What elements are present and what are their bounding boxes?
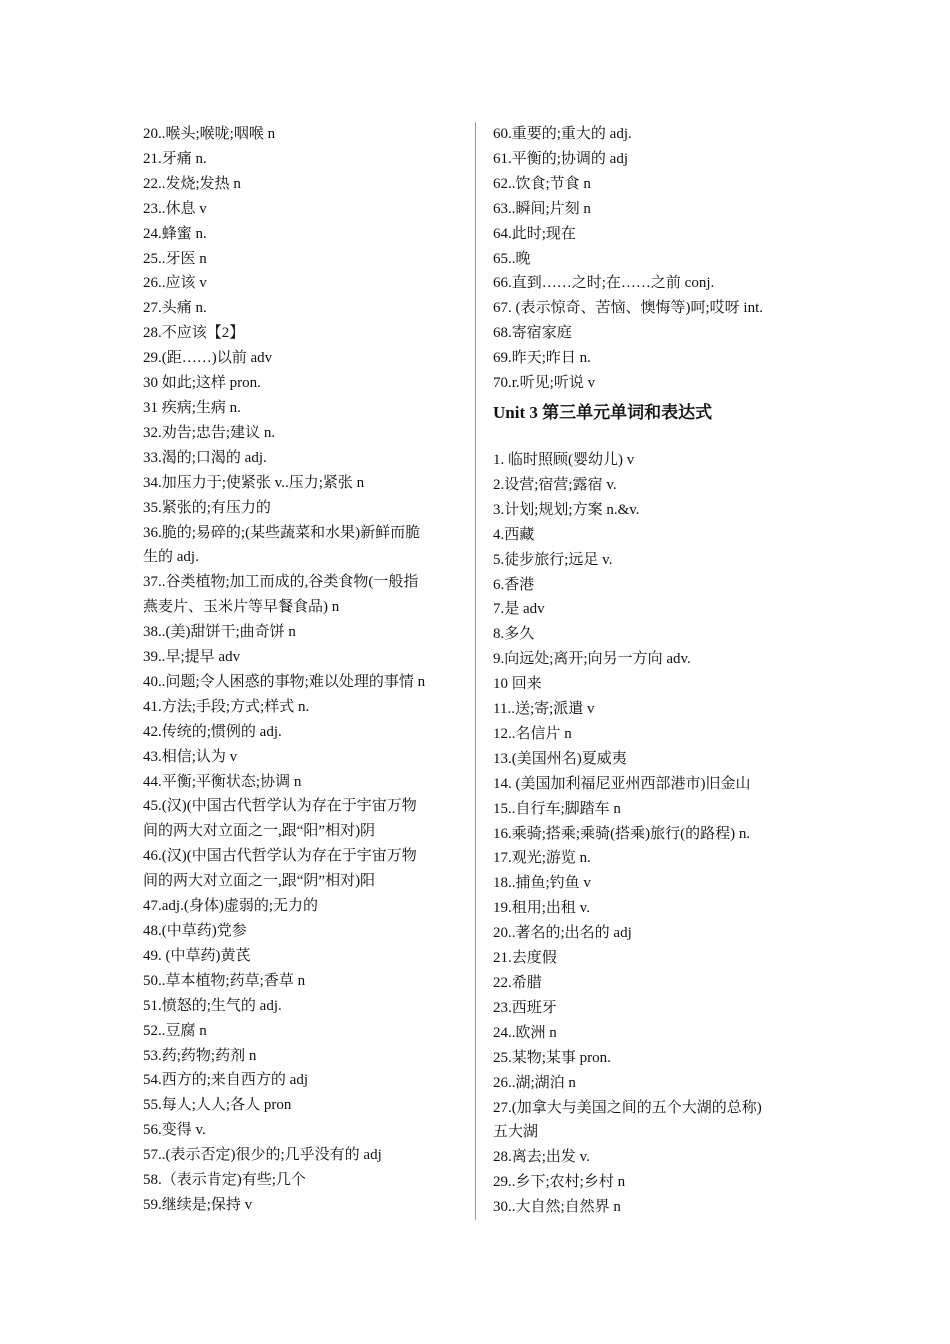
vocab-line: 51.愤怒的;生气的 adj.: [143, 997, 282, 1014]
vocab-line: 12..名信片 n: [493, 725, 572, 742]
right-column: [493, 122, 823, 1220]
unit-heading: Unit 3 第三单元单词和表达式: [493, 402, 713, 422]
vocab-line: 57..(表示否定)很少的;几乎没有的 adj: [143, 1147, 382, 1164]
vocab-line: 30..大自然;自然界 n: [493, 1199, 621, 1216]
vocab-line: 60.重要的;重大的 adj.: [493, 126, 632, 142]
vocab-line: 41.方法;手段;方式;样式 n.: [143, 698, 310, 715]
vocab-line: 39..早;提早 adv: [143, 649, 241, 666]
vocab-line: 11..送;寄;派遣 v: [493, 701, 595, 718]
vocab-line: 9.向远处;离开;向另一方向 adv.: [493, 651, 691, 668]
vocab-line: 42.传统的;惯例的 adj.: [143, 723, 282, 740]
vocab-line: 43.相信;认为 v: [143, 748, 238, 765]
vocab-line: 25.某物;某事 pron.: [493, 1049, 611, 1066]
vocab-line: 14. (美国加利福尼亚州西部港市)旧金山: [493, 775, 751, 792]
vocab-line: 62..饮食;节食 n: [493, 175, 591, 192]
vocab-line: 22..发烧;发热 n: [143, 175, 241, 192]
vocab-line: 47.adj.(身体)虚弱的;无力的: [143, 898, 318, 915]
vocab-line: 64.此时;现在: [493, 225, 576, 242]
vocab-line: 3.计划;规划;方案 n.&v.: [493, 501, 640, 518]
vocab-line: 61.平衡的;协调的 adj: [493, 150, 628, 167]
vocab-line: 48.(中草药)党参: [143, 923, 247, 939]
vocab-line: 46.(汉)(中国古代哲学认为存在于宇宙万物: [143, 848, 417, 865]
vocab-line: 26..湖;湖泊 n: [493, 1074, 576, 1091]
vocab-line: 1. 临时照顾(婴幼儿) v: [493, 451, 635, 468]
vocab-line: 25..牙医 n: [143, 250, 207, 267]
column-divider: [475, 122, 476, 1220]
vocab-line: 55.每人;人人;各人 pron: [143, 1097, 292, 1114]
vocab-line: 16.乘骑;搭乘;乘骑(搭乘)旅行(的路程) n.: [493, 825, 751, 842]
vocab-line: 23.西班牙: [493, 999, 557, 1016]
vocab-line: 27.(加拿大与美国之间的五个大湖的总称): [493, 1099, 762, 1116]
vocab-line: 19.租用;出租 v.: [493, 900, 590, 917]
vocab-line: 10 回来: [493, 676, 542, 693]
vocab-line: 28.离去;出发 v.: [493, 1149, 590, 1166]
vocab-line: 28.不应该【2】: [143, 325, 245, 342]
vocab-line: 7.是 adv: [493, 601, 545, 618]
vocab-line: 66.直到……之时;在……之前 conj.: [493, 275, 715, 292]
vocab-line: 69.昨天;昨日 n.: [493, 350, 591, 367]
vocab-line: 17.观光;游览 n.: [493, 850, 591, 867]
vocab-line: 21.去度假: [493, 950, 557, 967]
vocab-line: 65..晚: [493, 250, 531, 267]
vocab-line: 2.设营;宿营;露宿 v.: [493, 476, 617, 493]
vocab-line: 34.加压力于;使紧张 v..压力;紧张 n: [143, 474, 365, 491]
vocab-line: 13.(美国州名)夏威夷: [493, 750, 627, 767]
vocab-line: 五大湖: [493, 1124, 539, 1141]
vocab-line: 4.西藏: [493, 526, 535, 543]
vocab-line: 20..喉头;喉咙;咽喉 n: [143, 126, 276, 142]
vocab-line: 5.徒步旅行;远足 v.: [493, 551, 613, 568]
vocab-line: 38..(美)甜饼干;曲奇饼 n: [143, 624, 296, 641]
vocab-line: 68.寄宿家庭: [493, 325, 572, 342]
vocab-line: 21.牙痛 n.: [143, 150, 207, 167]
vocab-line: 30 如此;这样 pron.: [143, 375, 261, 392]
vocab-line: 24..欧洲 n: [493, 1024, 557, 1041]
vocab-line: 6.香港: [493, 576, 535, 593]
vocab-line: 54.西方的;来自西方的 adj: [143, 1072, 308, 1089]
vocab-line: 63..瞬间;片刻 n: [493, 200, 591, 217]
right-column-top-list: [493, 122, 823, 396]
vocab-line: 44.平衡;平衡状态;协调 n: [143, 773, 302, 790]
vocab-line: 33.渴的;口渴的 adj.: [143, 449, 267, 466]
vocab-line: 31 疾病;生病 n.: [143, 399, 241, 416]
vocab-line: 22.希腊: [493, 975, 542, 991]
vocab-line: 37..谷类植物;加工而成的,谷类食物(一般指: [143, 574, 419, 591]
vocab-line: 18..捕鱼;钓鱼 v: [493, 875, 591, 892]
vocab-line: 32.劝告;忠告;建议 n.: [143, 424, 276, 441]
vocab-line: 26..应该 v: [143, 275, 207, 292]
vocab-line: 58.（表示肯定)有些;几个: [143, 1172, 306, 1189]
vocab-line: 40..问题;令人困惑的事物;难以处理的事情 n: [143, 673, 426, 690]
vocab-line: 59.继续是;保持 v: [143, 1196, 253, 1213]
vocab-line: 生的 adj.: [143, 549, 199, 566]
vocab-line: 8.多久: [493, 626, 535, 643]
left-column: [143, 122, 463, 1218]
vocab-line: 49. (中草药)黄芪: [143, 947, 251, 964]
vocab-line: 27.头痛 n.: [143, 300, 207, 317]
vocab-line: 35.紧张的;有压力的: [143, 499, 271, 516]
vocab-line: 23..休息 v: [143, 200, 207, 217]
vocab-line: 45.(汉)(中国古代哲学认为存在于宇宙万物: [143, 798, 417, 815]
vocab-line: 间的两大对立面之一,跟“阳”相对)阴: [143, 823, 376, 840]
vocab-line: 燕麦片、玉米片等早餐食品) n: [143, 599, 340, 616]
vocab-line: 36.脆的;易碎的;(某些蔬菜和水果)新鲜而脆: [143, 524, 421, 541]
vocab-line: 29.(距……)以前 adv: [143, 350, 273, 367]
vocab-line: 67. (表示惊奇、苦恼、懊悔等)呵;哎呀 int.: [493, 300, 763, 317]
vocab-line: 52..豆腐 n: [143, 1022, 207, 1039]
vocab-line: 70.r.听见;听说 v: [493, 375, 596, 392]
vocab-line: 15..自行车;脚踏车 n: [493, 800, 621, 817]
vocab-line: 间的两大对立面之一,跟“阴”相对)阳: [143, 873, 376, 890]
vocab-line: 29..乡下;农村;乡村 n: [493, 1174, 626, 1191]
vocab-line: 50..草本植物;药草;香草 n: [143, 972, 306, 989]
right-column-bottom-list: [493, 448, 823, 1220]
vocab-line: 56.变得 v.: [143, 1122, 206, 1139]
vocab-line: 53.药;药物;药剂 n: [143, 1047, 257, 1064]
vocab-line: 20..著名的;出名的 adj: [493, 925, 632, 942]
vocab-line: 24.蜂蜜 n.: [143, 225, 207, 242]
